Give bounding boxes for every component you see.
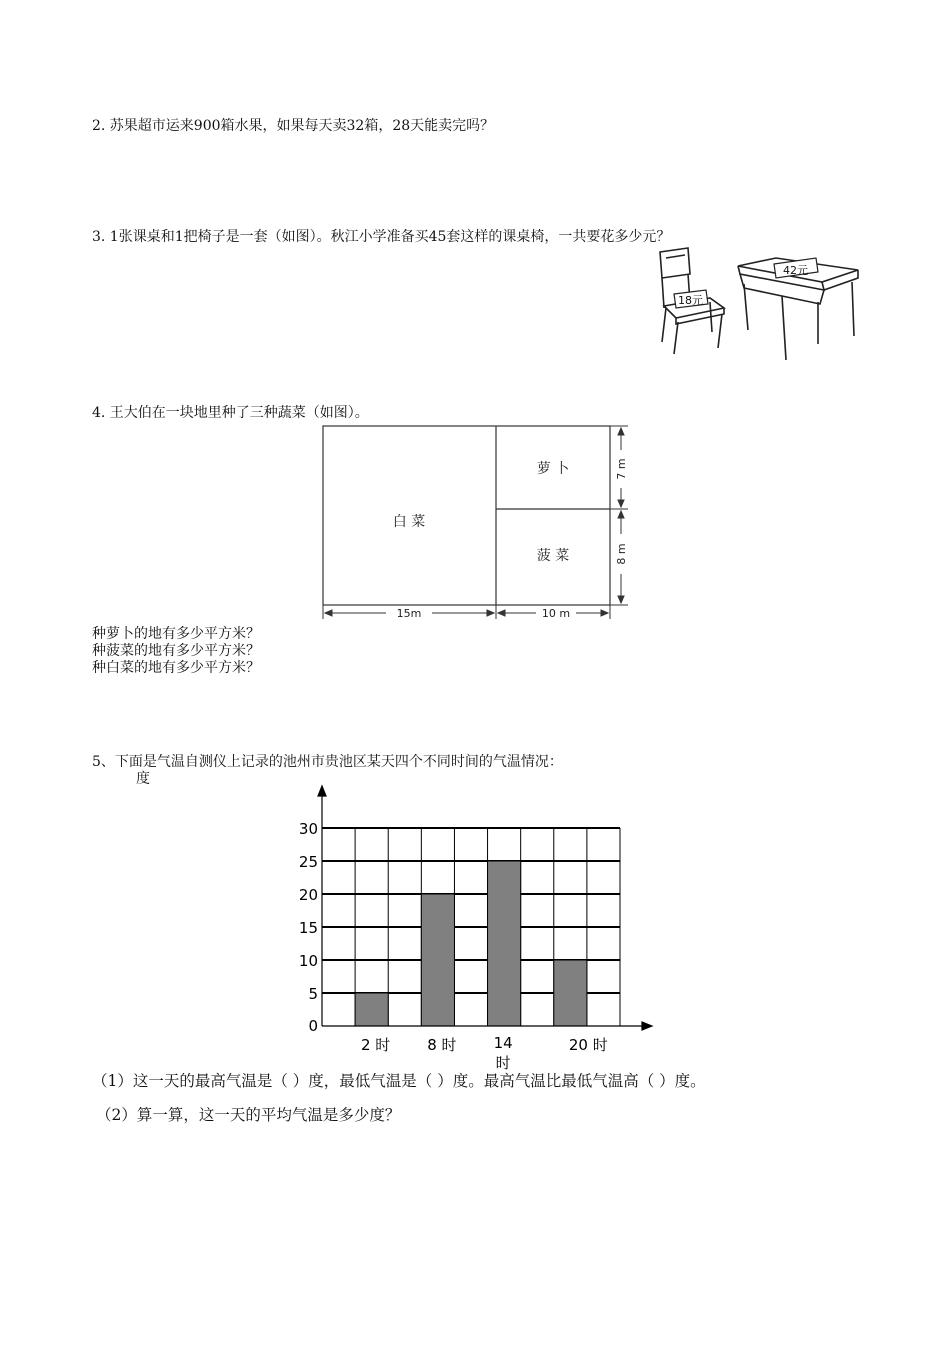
chart-ylabel: 度 xyxy=(136,771,150,787)
chair-price-tag xyxy=(674,290,708,308)
question-2: 2. 苏果超市运来900箱水果，如果每天卖32箱，28天能卖完吗？ xyxy=(92,118,495,134)
y-tick-label: 10 xyxy=(298,952,318,970)
x-axis-arrow xyxy=(642,1022,652,1030)
q4-sub-baicai: 种白菜的地有多少平方米？ xyxy=(92,660,260,676)
q5-sub-1: （1）这一天的最高气温是（ ）度，最低气温是（ ）度。最高气温比最低气温高（ ）度。 xyxy=(92,1072,706,1090)
question-4: 4. 王大伯在一块地里种了三种蔬菜（如图）。 xyxy=(92,405,369,421)
x-tick-label: 8 时 xyxy=(427,1036,457,1054)
q4-sub-bocai: 种菠菜的地有多少平方米？ xyxy=(92,643,260,659)
x-tick-label: 14 xyxy=(493,1034,513,1052)
y-tick-label: 5 xyxy=(308,985,318,1003)
x-tick-label: 2 时 xyxy=(361,1036,391,1054)
baicai-label: 白 菜 xyxy=(392,514,426,530)
y-tick-label: 15 xyxy=(298,919,318,937)
q5-sub-2: （2）算一算，这一天的平均气温是多少度？ xyxy=(96,1106,401,1124)
right-dimensions xyxy=(610,426,628,605)
dimension-7m: 7 m xyxy=(615,458,628,480)
desk-price-label: 42元 xyxy=(783,264,808,277)
bar-4 xyxy=(554,960,587,1026)
dimension-15m: 15m xyxy=(396,607,422,620)
x-tick-label: 时 xyxy=(495,1054,511,1072)
dimension-8m: 8 m xyxy=(615,543,628,565)
bar-1 xyxy=(355,993,388,1026)
field-diagram xyxy=(316,422,636,622)
chart-y-ticks xyxy=(299,820,318,1035)
x-tick-label: 20 时 xyxy=(568,1036,608,1054)
bar-2 xyxy=(421,894,454,1026)
chair-desk-illustration xyxy=(652,244,864,360)
chart-x-ticks xyxy=(361,1034,608,1072)
field-outline xyxy=(323,426,610,605)
chair-price-label: 18元 xyxy=(678,294,703,307)
chart-bars xyxy=(355,861,587,1026)
bar-3 xyxy=(488,861,521,1026)
y-tick-label: 30 xyxy=(298,820,318,838)
bocai-label: 菠 菜 xyxy=(536,548,570,564)
luobo-label: 萝 卜 xyxy=(536,461,570,477)
y-axis-arrow xyxy=(318,786,326,796)
y-tick-label: 25 xyxy=(298,853,318,871)
q4-sub-luobo: 种萝卜的地有多少平方米？ xyxy=(92,626,260,642)
question-3: 3. 1张课桌和1把椅子是一套（如图）。秋江小学准备买45套这样的课桌椅，一共要花多少元？ xyxy=(92,229,671,245)
y-tick-label: 20 xyxy=(298,886,318,904)
temperature-chart xyxy=(290,780,660,1080)
question-5: 5、下面是气温自测仪上记录的池州市贵池区某天四个不同时间的气温情况： xyxy=(92,754,563,770)
dimension-10m: 10 m xyxy=(541,607,571,620)
y-tick-label: 0 xyxy=(308,1017,318,1035)
